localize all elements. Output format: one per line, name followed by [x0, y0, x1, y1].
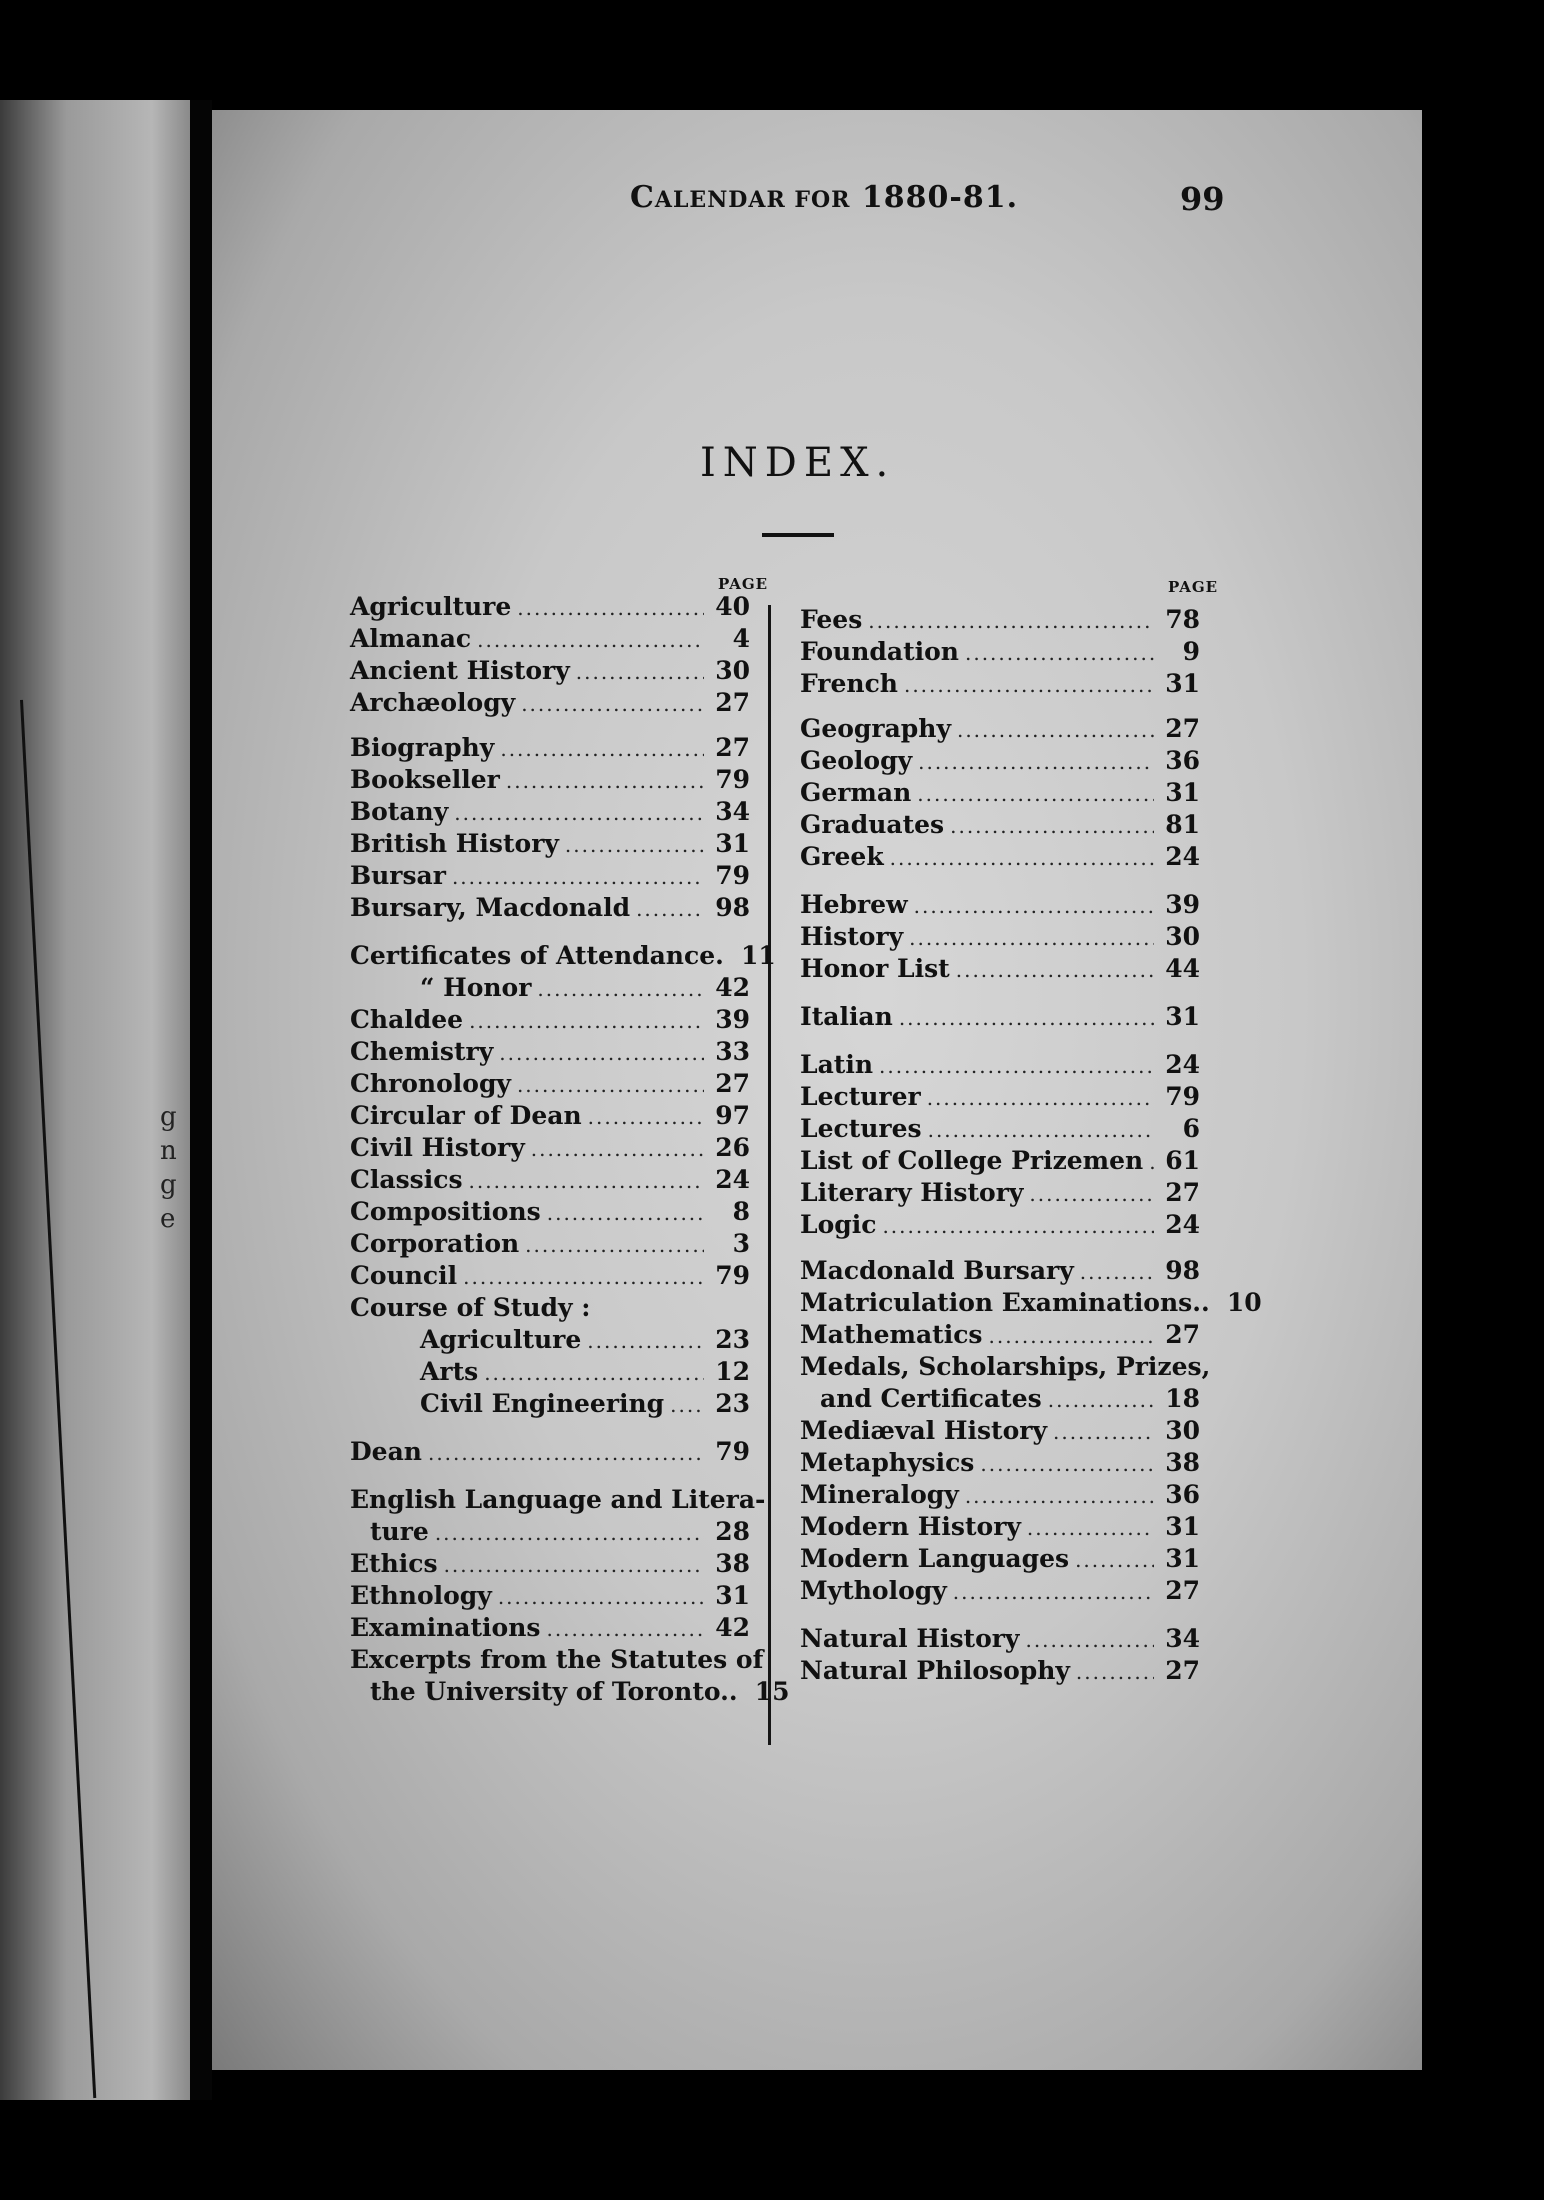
dot-leader [989, 1324, 1155, 1348]
index-entry-label: Lecturer [800, 1082, 921, 1111]
index-entry [350, 893, 750, 927]
dot-leader [484, 1361, 704, 1385]
index-entry-label: Excerpts from the Statutes of [350, 1645, 764, 1674]
index-entry [370, 1677, 790, 1711]
index-entry-label: Modern Languages [800, 1544, 1070, 1573]
index-entry [350, 1549, 750, 1583]
index-entry [350, 941, 776, 975]
dot-leader [435, 1521, 704, 1545]
index-entry-label: Chemistry [350, 1037, 494, 1066]
fragment-text: g [160, 1170, 177, 1200]
index-entry-label: Ancient History [350, 656, 570, 685]
index-entry-page: 23 [715, 1389, 750, 1418]
index-entry [350, 1485, 766, 1519]
index-entry-label: Ethics [350, 1549, 438, 1578]
dot-leader [1075, 1548, 1154, 1572]
index-entry-page: 42 [715, 973, 750, 1002]
index-entry [800, 1352, 1211, 1386]
dot-leader [576, 660, 704, 684]
index-entry [420, 973, 750, 1007]
index-entry [800, 605, 1200, 639]
index-entry-page: 31 [715, 829, 750, 858]
index-entry [800, 1178, 1200, 1212]
dot-leader [980, 1452, 1154, 1476]
index-entry [350, 1133, 750, 1167]
index-entry [800, 1448, 1200, 1482]
dot-leader [904, 673, 1154, 697]
index-entry-label: ture [370, 1517, 429, 1546]
fragment-text: g [160, 1102, 177, 1132]
index-entry [420, 1389, 750, 1423]
index-entry-page: 34 [715, 797, 750, 826]
index-entry [800, 922, 1200, 956]
index-entry-page: 27 [1165, 1576, 1200, 1605]
index-entry-label: Archæology [350, 688, 516, 717]
index-entry-page: 27 [715, 1069, 750, 1098]
index-heading: INDEX. [700, 440, 896, 486]
index-entry [800, 1002, 1200, 1036]
index-entry-label: Certificates of Attendance. [350, 941, 724, 970]
index-entry [800, 1210, 1200, 1244]
index-entry [800, 1416, 1200, 1450]
column-divider [768, 605, 771, 1745]
index-entry-label: Corporation [350, 1229, 520, 1258]
index-entry [800, 1544, 1200, 1578]
index-entry-label: Graduates [800, 810, 945, 839]
dot-leader [956, 958, 1154, 982]
index-entry-page: 78 [1165, 605, 1200, 634]
dot-leader [444, 1553, 704, 1577]
index-entry-page: 31 [1165, 778, 1200, 807]
dot-leader [452, 865, 704, 889]
index-entry-page: 27 [1165, 1320, 1200, 1349]
index-entry-page: 27 [1165, 714, 1200, 743]
index-entry-label: Ethnology [350, 1581, 492, 1610]
index-entry-label: Arts [420, 1357, 479, 1386]
index-entry-page: 8 [732, 1197, 750, 1226]
index-entry-page: 79 [715, 765, 750, 794]
index-entry-label: British History [350, 829, 559, 858]
running-title-smallcaps: ALENDAR FOR [654, 187, 851, 213]
dot-leader [454, 801, 704, 825]
index-entry [800, 714, 1200, 748]
index-entry-page: 31 [1165, 669, 1200, 698]
index-entry [350, 624, 750, 658]
index-entry-label: Compositions [350, 1197, 541, 1226]
index-entry-label: German [800, 778, 912, 807]
index-entry-page: 3 [732, 1229, 750, 1258]
index-entry [800, 1624, 1200, 1658]
index-entry-page: 10 [1226, 1288, 1262, 1317]
index-entry-page: 11 [741, 941, 776, 970]
dot-leader [965, 1484, 1154, 1508]
dot-leader [1027, 1516, 1154, 1540]
index-entry-page: 27 [1165, 1178, 1200, 1207]
index-entry-page: 6 [1182, 1114, 1200, 1143]
page-column-header: PAGE [718, 575, 769, 593]
index-entry-page: 40 [715, 592, 750, 621]
index-entry [800, 669, 1200, 703]
index-entry-page: 26 [715, 1133, 750, 1162]
dot-leader [517, 1073, 704, 1097]
dot-leader [477, 628, 704, 652]
index-entry [800, 1576, 1200, 1610]
index-entry [800, 778, 1200, 812]
index-entry [370, 1517, 750, 1551]
index-entry [800, 1480, 1200, 1514]
index-entry-label: Natural History [800, 1624, 1020, 1653]
dot-leader [517, 596, 704, 620]
dot-leader [1025, 1628, 1154, 1652]
dot-leader [506, 769, 704, 793]
dot-leader [469, 1009, 704, 1033]
dot-leader [917, 782, 1154, 806]
index-entry [350, 1613, 750, 1647]
index-entry [800, 810, 1200, 844]
dot-leader [953, 1580, 1154, 1604]
index-entry-page: 23 [715, 1325, 750, 1354]
index-entry-label: Examinations [350, 1613, 541, 1642]
index-entry-page: 81 [1165, 810, 1200, 839]
index-entry-page: 36 [1165, 746, 1200, 775]
dot-leader [882, 1214, 1154, 1238]
index-entry-label: Biography [350, 733, 495, 762]
running-header [420, 180, 1225, 230]
index-entry-page: 24 [1165, 1050, 1200, 1079]
dot-leader [1149, 1150, 1154, 1174]
index-entry [350, 1037, 750, 1071]
index-entry [350, 1581, 750, 1615]
page-number: 99 [1180, 180, 1225, 218]
page-column-header: PAGE [1168, 578, 1219, 596]
index-entry-page: 36 [1165, 1480, 1200, 1509]
index-entry-page: 24 [1165, 1210, 1200, 1239]
index-entry [350, 688, 750, 722]
index-entry-page: 30 [1165, 922, 1200, 951]
index-entry-page: 79 [715, 861, 750, 890]
facing-page-fragments [160, 1100, 177, 1236]
dot-leader [670, 1393, 704, 1417]
index-entry-label: Chronology [350, 1069, 511, 1098]
index-entry [800, 1256, 1200, 1290]
index-entry [350, 656, 750, 690]
dot-leader [965, 641, 1154, 665]
index-entry-label: Geography [800, 714, 951, 743]
index-entry-label: Almanac [350, 624, 472, 653]
index-entry-label: Foundation [800, 637, 959, 666]
index-entry-label: Mineralogy [800, 1480, 959, 1509]
index-entry-page: 39 [715, 1005, 750, 1034]
dot-leader [547, 1201, 704, 1225]
index-entry [350, 861, 750, 895]
dot-leader [469, 1169, 704, 1193]
index-entry-page: 31 [1165, 1002, 1200, 1031]
index-entry-label: Mathematics [800, 1320, 983, 1349]
index-entry-label: “ Honor [420, 973, 532, 1002]
index-entry [350, 1069, 750, 1103]
dot-leader [918, 750, 1154, 774]
index-entry-label: History [800, 922, 904, 951]
index-entry-label: Mythology [800, 1576, 947, 1605]
index-entry-page: 79 [1165, 1082, 1200, 1111]
index-entry [350, 1005, 750, 1039]
dot-leader [500, 737, 704, 761]
index-entry-page: 24 [715, 1165, 750, 1194]
dot-leader [428, 1441, 704, 1465]
dot-leader [636, 897, 704, 921]
index-entry-page: 30 [1165, 1416, 1200, 1445]
dot-leader [1048, 1388, 1154, 1412]
index-entry-page: 31 [1165, 1544, 1200, 1573]
index-entry [350, 592, 750, 626]
index-entry [350, 1197, 750, 1231]
index-entry [350, 733, 750, 767]
index-entry-page: 42 [715, 1613, 750, 1642]
dot-leader [928, 1118, 1154, 1142]
index-entry-label: List of College Prizemen [800, 1146, 1144, 1175]
dot-leader [463, 1265, 704, 1289]
index-entry-label: Macdonald Bursary [800, 1256, 1074, 1285]
index-entry [350, 1261, 750, 1295]
index-entry [350, 1437, 750, 1471]
index-entry-page: 98 [715, 893, 750, 922]
dot-leader [525, 1233, 704, 1257]
index-entry-page: 27 [715, 688, 750, 717]
index-entry-label: Modern History [800, 1512, 1021, 1541]
index-entry [800, 1146, 1200, 1180]
fragment-text: n [160, 1136, 177, 1166]
index-entry-label: Dean [350, 1437, 422, 1466]
index-entry [800, 842, 1200, 876]
index-entry-label: Medals, Scholarships, Prizes, [800, 1352, 1211, 1381]
index-entry [800, 954, 1200, 988]
index-entry-page: 15 [754, 1677, 790, 1706]
running-title [630, 180, 1018, 215]
index-entry-page: 31 [715, 1581, 750, 1610]
index-entry [800, 1656, 1200, 1690]
dot-leader [1053, 1420, 1154, 1444]
running-title-year: 1880-81. [861, 180, 1019, 215]
index-entry-label: Botany [350, 797, 449, 826]
index-entry-label: Geology [800, 746, 913, 775]
index-entry [800, 1082, 1200, 1116]
index-entry-label: the University of Toronto.. [370, 1677, 738, 1706]
index-entry [350, 765, 750, 799]
dot-leader [498, 1585, 704, 1609]
index-entry-label: English Language and Litera- [350, 1485, 766, 1514]
index-entry-page: 38 [1165, 1448, 1200, 1477]
index-entry-label: Literary History [800, 1178, 1024, 1207]
index-entry-label: Fees [800, 605, 863, 634]
dot-leader [927, 1086, 1154, 1110]
index-entry-label: Lectures [800, 1114, 922, 1143]
index-entry-label: Civil History [350, 1133, 525, 1162]
index-entry [820, 1384, 1200, 1418]
index-entry-label: Agriculture [350, 592, 512, 621]
index-entry-page: 34 [1165, 1624, 1200, 1653]
index-entry-label: Natural Philosophy [800, 1656, 1070, 1685]
index-entry [350, 1229, 750, 1263]
index-entry [800, 1114, 1200, 1148]
index-entry-page: 27 [1165, 1656, 1200, 1685]
heading-rule [762, 533, 834, 537]
index-entry-label: Classics [350, 1165, 463, 1194]
index-entry-label: French [800, 669, 898, 698]
index-entry [800, 1050, 1200, 1084]
index-entry-page: 30 [715, 656, 750, 685]
index-entry-label: Bursar [350, 861, 446, 890]
index-entry-label: Council [350, 1261, 458, 1290]
index-entry-page: 61 [1165, 1146, 1200, 1175]
index-entry [350, 1645, 764, 1679]
dot-leader [588, 1105, 704, 1129]
dot-leader [499, 1041, 704, 1065]
dot-leader [531, 1137, 704, 1161]
dot-leader [899, 1006, 1154, 1030]
dot-leader [521, 692, 704, 716]
dot-leader [546, 1617, 704, 1641]
index-entry-label: Agriculture [420, 1325, 582, 1354]
index-entry-label: Course of Study : [350, 1293, 591, 1322]
index-entry-page: 4 [732, 624, 750, 653]
index-entry-page: 24 [1165, 842, 1200, 871]
dot-leader [950, 814, 1154, 838]
index-entry-page: 31 [1165, 1512, 1200, 1541]
index-entry-page: 44 [1165, 954, 1200, 983]
index-entry [350, 1293, 750, 1327]
index-entry [350, 1165, 750, 1199]
dot-leader [890, 846, 1154, 870]
index-entry-page: 27 [715, 733, 750, 762]
index-entry-page: 12 [715, 1357, 750, 1386]
index-entry [800, 637, 1200, 671]
index-entry-page: 9 [1182, 637, 1200, 666]
book-gutter [190, 100, 212, 2100]
index-entry-label: Circular of Dean [350, 1101, 582, 1130]
index-entry-label: Honor List [800, 954, 950, 983]
dot-leader [868, 609, 1154, 633]
index-entry-label: Logic [800, 1210, 877, 1239]
index-entry [420, 1325, 750, 1359]
index-entry-label: Chaldee [350, 1005, 464, 1034]
index-entry-page: 79 [715, 1437, 750, 1466]
index-entry-label: Italian [800, 1002, 893, 1031]
page-edge-line [20, 700, 96, 2098]
dot-leader [909, 926, 1154, 950]
running-title-initial: C [630, 180, 655, 215]
index-entry [350, 1101, 750, 1135]
index-entry-page: 18 [1165, 1384, 1200, 1413]
index-entry [350, 829, 750, 863]
index-entry-page: 33 [715, 1037, 750, 1066]
index-entry-page: 79 [715, 1261, 750, 1290]
index-entry-page: 28 [715, 1517, 750, 1546]
dot-leader [565, 833, 704, 857]
dot-leader [1080, 1260, 1154, 1284]
index-entry-label: Metaphysics [800, 1448, 975, 1477]
dot-leader [587, 1329, 704, 1353]
index-entry [420, 1357, 750, 1391]
dot-leader [1076, 1660, 1154, 1684]
index-entry [800, 1320, 1200, 1354]
index-entry-label: and Certificates [820, 1384, 1042, 1413]
index-entry [800, 1512, 1200, 1546]
dot-leader [914, 894, 1154, 918]
index-entry [800, 890, 1200, 924]
index-entry [800, 1288, 1262, 1322]
index-entry-label: Mediæval History [800, 1416, 1047, 1445]
index-entry-page: 38 [715, 1549, 750, 1578]
index-entry-page: 97 [715, 1101, 750, 1130]
index-entry-label: Civil Engineering [420, 1389, 665, 1418]
index-entry-label: Hebrew [800, 890, 908, 919]
index-entry-page: 39 [1165, 890, 1200, 919]
dot-leader [537, 977, 704, 1001]
index-entry-label: Bookseller [350, 765, 500, 794]
index-entry [800, 746, 1200, 780]
index-entry-label: Greek [800, 842, 884, 871]
fragment-text: e [160, 1204, 176, 1234]
index-entry-label: Matriculation Examinations.. [800, 1288, 1210, 1317]
index-entry-page: 98 [1165, 1256, 1200, 1285]
index-entry [350, 797, 750, 831]
dot-leader [879, 1054, 1154, 1078]
dot-leader [957, 718, 1154, 742]
dot-leader [1029, 1182, 1154, 1206]
index-entry-label: Latin [800, 1050, 873, 1079]
index-entry-label: Bursary, Macdonald [350, 893, 631, 922]
